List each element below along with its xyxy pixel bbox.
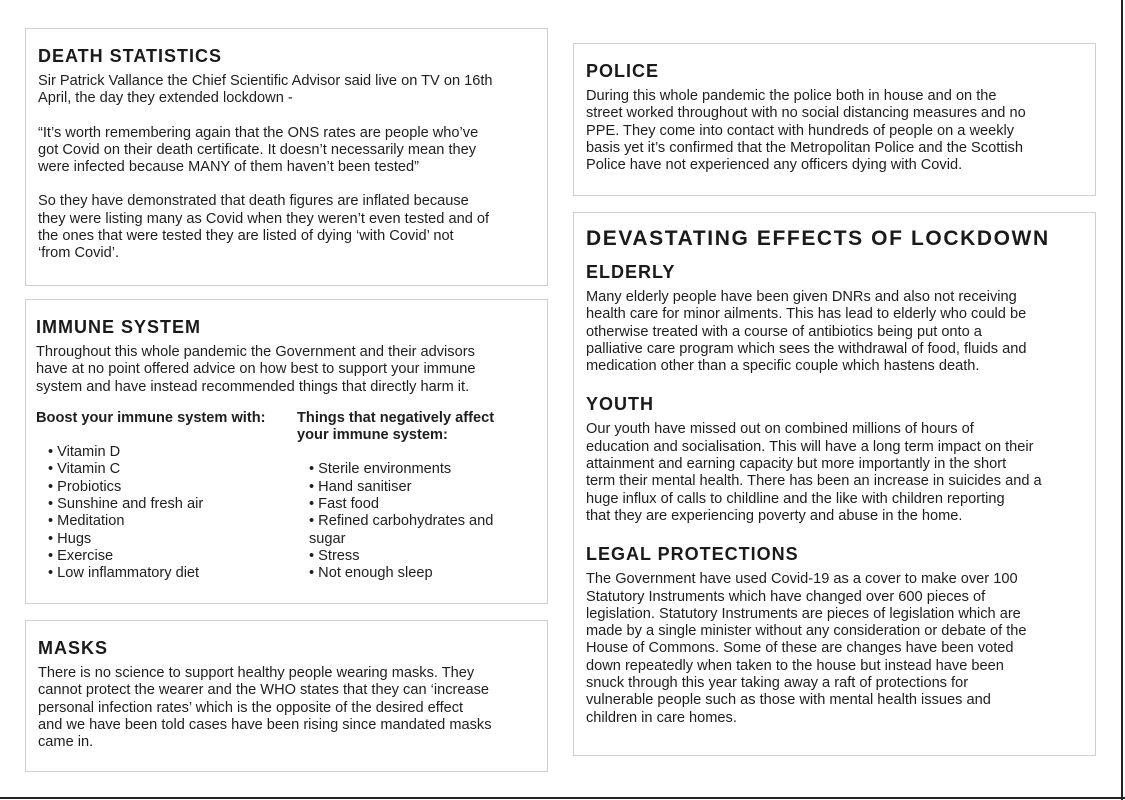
lockdown-effects-panel: [573, 212, 1096, 756]
subsection-title: YOUTH: [586, 394, 654, 415]
paragraph: There is no science to support healthy people wearing masks. They cannot protect the wearer and the WHO states that they can ‘increase personal infection rates’ which is the opposite of the desired effect and we have been told cases have been rising since mandated masks came in.: [38, 665, 492, 751]
death-statistics-panel: [25, 28, 548, 286]
immune-system-panel: [25, 299, 548, 604]
police-panel: [573, 43, 1096, 196]
subsection-title: ELDERLY: [586, 262, 676, 282]
paragraph: Our youth have missed out on combined millions of hours of education and socialisation. This will have a long term impact on their attainment and earning capacity but more importantly in the short term their mental health. There has been an increase in suicides and a huge influx of calls to childline and the like with children reporting that they are experiencing poverty and abuse in the home.: [586, 421, 1042, 524]
masks-panel: [25, 620, 548, 772]
list-item: • Refined carbohydrates and sugar: [309, 513, 494, 547]
subsection-title: LEGAL PROTECTIONS: [586, 544, 799, 565]
negative-column: [297, 410, 494, 583]
list-item: • Hand sanitiser: [309, 478, 412, 495]
page-edge-bottom: [0, 797, 1125, 799]
column-heading: Boost your immune system with:: [36, 409, 266, 426]
page-edge-right: [1121, 0, 1123, 800]
list-item: • Fast food: [309, 496, 380, 513]
column-heading: Things that negatively affect your immune system:: [297, 409, 495, 444]
section-title: MASKS: [38, 638, 109, 658]
list-item: • Meditation: [48, 513, 125, 530]
panel-title: DEVASTATING EFFECTS OF LOCKDOWN: [586, 227, 1050, 250]
list-item: • Hugs: [48, 530, 92, 547]
section-title: DEATH STATISTICS: [38, 46, 222, 66]
paragraph: During this whole pandemic the police both in house and on the street worked throughout with no social distancing measures and no PPE. They come into contact with hundreds of people on a weekly basis yet it’s confirmed that the Metropolitan Police and the Scottish Police have not experienced any officers dying with Covid.: [586, 88, 1026, 174]
list-item: • Not enough sleep: [309, 565, 433, 582]
paragraph: Sir Patrick Vallance the Chief Scientific Advisor said live on TV on 16th April, the day they extended lockdown -: [38, 73, 493, 107]
section-title: POLICE: [586, 61, 660, 81]
boost-column: [36, 410, 297, 583]
list-item: • Sunshine and fresh air: [48, 496, 204, 513]
list-item: • Vitamin C: [48, 461, 121, 478]
list-item: • Vitamin D: [48, 444, 121, 461]
quote: “It’s worth remembering again that the ONS rates are people who’ve got Covid on their death certificate. It doesn’t necessarily mean they were infected because MANY of them haven’t been tested”: [38, 124, 479, 176]
negative-list: [297, 461, 494, 582]
list-item: • Low inflammatory diet: [48, 565, 200, 582]
paragraph: Throughout this whole pandemic the Government and their advisors have at no point offered advice on how best to support your immune system and have instead recommended things that directly harm it.: [36, 344, 476, 395]
list-item: • Stress: [309, 547, 360, 564]
paragraph: Many elderly people have been given DNRs and also not receiving health care for minor ailments. This has lead to elderly who could be otherwise treated with a course of antibiotics being put onto a palliative care program which sees the withdrawal of food, fluids and medication other than a specific couple which hastens death.: [586, 289, 1027, 375]
paragraph: The Government have used Covid-19 as a cover to make over 100 Statutory Instruments which have changed over 600 pieces of legislation. Statutory Instruments are pieces of legislation which are made by a single minister without any consideration or debate of the House of Commons. Some of these are changes have been voted down repeatedly when taken to the house but instead have been snuck through this year taking away a raft of protections for vulnerable people such as those with mental health issues and children in care homes.: [586, 571, 1027, 726]
list-item: • Exercise: [48, 547, 114, 564]
boost-list: [36, 444, 297, 582]
list-item: • Sterile environments: [309, 461, 452, 478]
section-title: IMMUNE SYSTEM: [36, 317, 202, 337]
list-item: • Probiotics: [48, 478, 122, 495]
paragraph: So they have demonstrated that death figures are inflated because they were listing many as Covid when they weren’t even tested and of the ones that were tested they are listed of dying ‘with Covid’ not ‘from Covid’.: [38, 193, 490, 262]
